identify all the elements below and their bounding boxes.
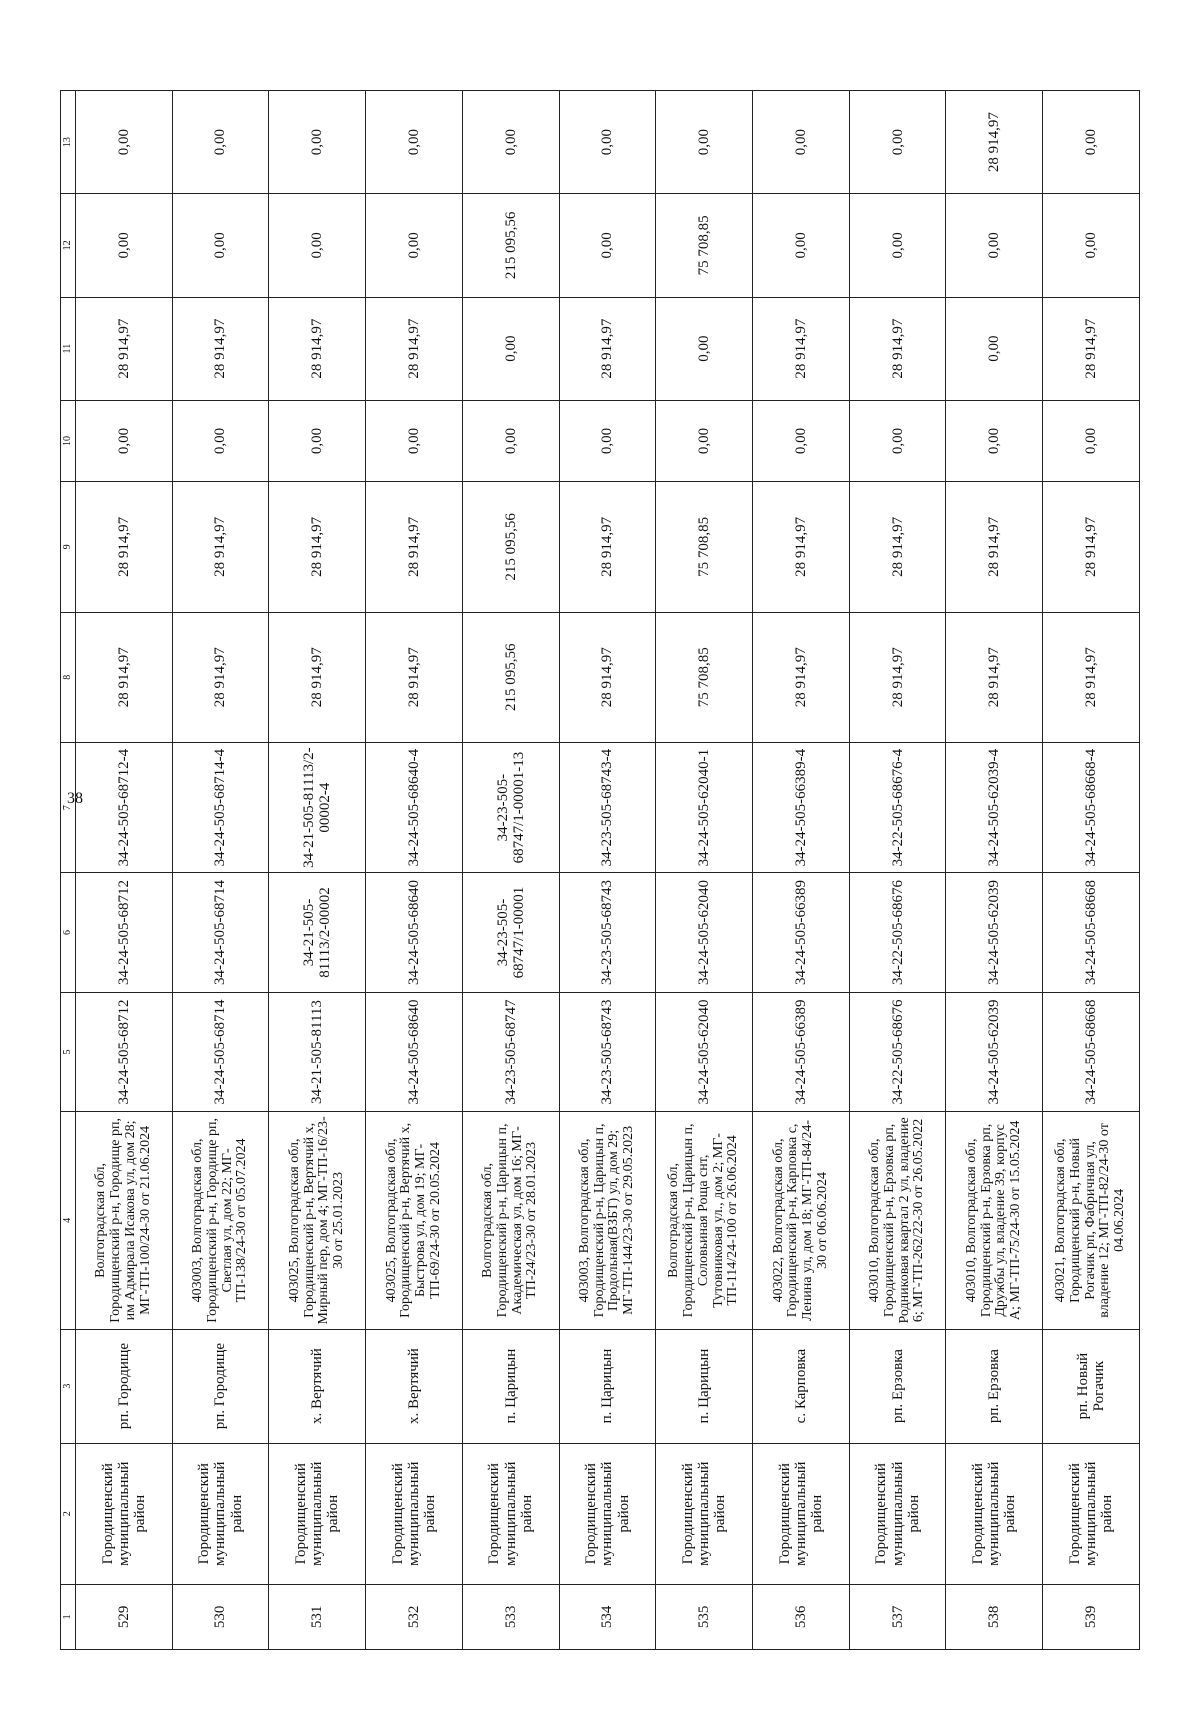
amount-13-cell: 0,00 xyxy=(753,91,850,194)
cadastral-code-6-cell: 34-24-505-62039 xyxy=(946,873,1043,993)
cadastral-code-6-cell: 34-24-505-68712 xyxy=(76,873,173,993)
amount-13-cell: 0,00 xyxy=(462,91,559,194)
settlement-cell: рп. Ерзовка xyxy=(849,1329,946,1443)
row-number-cell: 530 xyxy=(172,1584,269,1649)
municipality-cell: Городищенский муниципальный район xyxy=(76,1443,173,1584)
cadastral-code-6-cell: 34-21-505-81113/2-00002 xyxy=(269,873,366,993)
cadastral-code-5-cell: 34-22-505-68676 xyxy=(849,992,946,1112)
amount-13-cell: 0,00 xyxy=(366,91,463,194)
table-row xyxy=(656,91,753,1650)
amount-8-cell: 28 914,97 xyxy=(269,612,366,742)
row-number-cell: 531 xyxy=(269,1584,366,1649)
amount-9-cell: 28 914,97 xyxy=(76,482,173,612)
header-row xyxy=(61,91,76,1650)
amount-10-cell: 0,00 xyxy=(559,400,656,481)
table-row xyxy=(559,91,656,1650)
cadastral-code-6-cell: 34-24-505-68640 xyxy=(366,873,463,993)
table-row xyxy=(1043,91,1140,1650)
cadastral-code-6-cell: 34-24-505-66389 xyxy=(753,873,850,993)
table-row xyxy=(76,91,173,1650)
amount-9-cell: 28 914,97 xyxy=(559,482,656,612)
municipality-cell: Городищенский муниципальный район xyxy=(753,1443,850,1584)
amount-11-cell: 28 914,97 xyxy=(1043,297,1140,400)
table-row xyxy=(172,91,269,1650)
table-row xyxy=(462,91,559,1650)
address-cell: 403025, Волгоградская обл, Городищенский р-н, Вертячий х, Быстрова ул, дом 19; МГ-ТП-69/24-30 от 20.05.2024 xyxy=(366,1112,463,1329)
municipality-cell: Городищенский муниципальный район xyxy=(656,1443,753,1584)
amount-8-cell: 28 914,97 xyxy=(172,612,269,742)
address-cell: 403003, Волгоградская обл, Городищенский р-н, Царицын п, Продольная(ВЗБТ) ул, дом 29; МГ-ТП-144/23-30 от 29.05.2023 xyxy=(559,1112,656,1329)
municipality-cell: Городищенский муниципальный район xyxy=(462,1443,559,1584)
amount-8-cell: 75 708,85 xyxy=(656,612,753,742)
row-number-cell: 539 xyxy=(1043,1584,1140,1649)
municipality-cell: Городищенский муниципальный район xyxy=(946,1443,1043,1584)
amount-11-cell: 28 914,97 xyxy=(269,297,366,400)
amount-10-cell: 0,00 xyxy=(76,400,173,481)
cadastral-code-7-cell: 34-21-505-81113/2-00002-4 xyxy=(269,742,366,872)
municipality-cell: Городищенский муниципальный район xyxy=(559,1443,656,1584)
amount-11-cell: 28 914,97 xyxy=(366,297,463,400)
amount-11-cell: 28 914,97 xyxy=(172,297,269,400)
amount-11-cell: 0,00 xyxy=(462,297,559,400)
column-header: 9 xyxy=(61,482,76,612)
cadastral-code-7-cell: 34-23-505-68747/1-00001-13 xyxy=(462,742,559,872)
amount-8-cell: 28 914,97 xyxy=(559,612,656,742)
cadastral-code-7-cell: 34-24-505-68714-4 xyxy=(172,742,269,872)
cadastral-code-7-cell: 34-24-505-62040-1 xyxy=(656,742,753,872)
amount-8-cell: 28 914,97 xyxy=(76,612,173,742)
amount-10-cell: 0,00 xyxy=(946,400,1043,481)
settlement-cell: х. Вертячий xyxy=(269,1329,366,1443)
amount-12-cell: 0,00 xyxy=(753,194,850,297)
page-number-text: 38 xyxy=(67,790,83,807)
amount-12-cell: 0,00 xyxy=(849,194,946,297)
row-number-cell: 529 xyxy=(76,1584,173,1649)
amount-11-cell: 28 914,97 xyxy=(753,297,850,400)
address-cell: Волгоградская обл, Городищенский р-н, Царицын п, Академическая ул, дом 16; МГ-ТП-24/23-30 от 28.01.2023 xyxy=(462,1112,559,1329)
cadastral-code-5-cell: 34-24-505-68640 xyxy=(366,992,463,1112)
settlement-cell: рп. Ерзовка xyxy=(946,1329,1043,1443)
amount-8-cell: 28 914,97 xyxy=(849,612,946,742)
amount-10-cell: 0,00 xyxy=(172,400,269,481)
cadastral-code-6-cell: 34-24-505-62040 xyxy=(656,873,753,993)
amount-12-cell: 0,00 xyxy=(946,194,1043,297)
cadastral-code-7-cell: 34-24-505-66389-4 xyxy=(753,742,850,872)
amount-13-cell: 0,00 xyxy=(1043,91,1140,194)
amount-10-cell: 0,00 xyxy=(366,400,463,481)
settlement-cell: рп. Городище xyxy=(76,1329,173,1443)
cadastral-code-5-cell: 34-23-505-68743 xyxy=(559,992,656,1112)
table-row xyxy=(366,91,463,1650)
municipality-cell: Городищенский муниципальный район xyxy=(366,1443,463,1584)
amount-10-cell: 0,00 xyxy=(849,400,946,481)
cadastral-code-6-cell: 34-23-505-68747/1-00001 xyxy=(462,873,559,993)
address-cell: 403025, Волгоградская обл, Городищенский р-н, Вертячий х, Мирный пер, дом 4; МГ-ТП-16/23-30 от 25.01.2023 xyxy=(269,1112,366,1329)
row-number-cell: 535 xyxy=(656,1584,753,1649)
cadastral-code-7-cell: 34-23-505-68743-4 xyxy=(559,742,656,872)
cadastral-code-7-cell: 34-24-505-68668-4 xyxy=(1043,742,1140,872)
amount-9-cell: 28 914,97 xyxy=(172,482,269,612)
amount-12-cell: 75 708,85 xyxy=(656,194,753,297)
amount-11-cell: 28 914,97 xyxy=(849,297,946,400)
row-number-cell: 533 xyxy=(462,1584,559,1649)
amount-9-cell: 28 914,97 xyxy=(946,482,1043,612)
settlement-cell: с. Карповка xyxy=(753,1329,850,1443)
settlement-cell: рп. Новый Рогачик xyxy=(1043,1329,1140,1443)
row-number-cell: 534 xyxy=(559,1584,656,1649)
amount-9-cell: 28 914,97 xyxy=(753,482,850,612)
cadastral-code-5-cell: 34-23-505-68747 xyxy=(462,992,559,1112)
cadastral-code-5-cell: 34-24-505-68668 xyxy=(1043,992,1140,1112)
column-header: 8 xyxy=(61,612,76,742)
column-header: 12 xyxy=(61,194,76,297)
amount-12-cell: 0,00 xyxy=(76,194,173,297)
amount-8-cell: 215 095,56 xyxy=(462,612,559,742)
row-number-cell: 532 xyxy=(366,1584,463,1649)
amount-13-cell: 28 914,97 xyxy=(946,91,1043,194)
table-row xyxy=(269,91,366,1650)
cadastral-code-5-cell: 34-24-505-66389 xyxy=(753,992,850,1112)
settlement-cell: рп. Городище xyxy=(172,1329,269,1443)
amount-9-cell: 215 095,56 xyxy=(462,482,559,612)
settlement-cell: х. Вертячий xyxy=(366,1329,463,1443)
cadastral-code-5-cell: 34-21-505-81113 xyxy=(269,992,366,1112)
column-header: 5 xyxy=(61,992,76,1112)
amount-13-cell: 0,00 xyxy=(849,91,946,194)
table-row xyxy=(849,91,946,1650)
cadastral-code-7-cell: 34-24-505-68640-4 xyxy=(366,742,463,872)
municipality-cell: Городищенский муниципальный район xyxy=(849,1443,946,1584)
row-number-cell: 538 xyxy=(946,1584,1043,1649)
cadastral-code-5-cell: 34-24-505-68712 xyxy=(76,992,173,1112)
column-header: 13 xyxy=(61,91,76,194)
amount-8-cell: 28 914,97 xyxy=(753,612,850,742)
amount-13-cell: 0,00 xyxy=(172,91,269,194)
table-row xyxy=(946,91,1043,1650)
cadastral-code-7-cell: 34-24-505-62039-4 xyxy=(946,742,1043,872)
amount-8-cell: 28 914,97 xyxy=(366,612,463,742)
cadastral-code-7-cell: 34-22-505-68676-4 xyxy=(849,742,946,872)
address-cell: 403021, Волгоградская обл, Городищенский р-н, Новый Рогачик рп, Фабричная ул, владение 12; МГ-ТП-82/24-30 от 04.06.2024 xyxy=(1043,1112,1140,1329)
amount-10-cell: 0,00 xyxy=(656,400,753,481)
amount-11-cell: 28 914,97 xyxy=(76,297,173,400)
cadastral-code-6-cell: 34-23-505-68743 xyxy=(559,873,656,993)
amount-13-cell: 0,00 xyxy=(559,91,656,194)
cadastral-code-5-cell: 34-24-505-68714 xyxy=(172,992,269,1112)
table-body xyxy=(76,91,1140,1650)
column-header: 4 xyxy=(61,1112,76,1329)
column-header: 2 xyxy=(61,1443,76,1584)
cadastral-code-6-cell: 34-24-505-68668 xyxy=(1043,873,1140,993)
address-cell: 403010, Волгоградская обл, Городищенский р-н, Ерзовка рп, Родниковая квартал 2 ул, владение 6; МГ-ТП-262/22-30 от 26.05.2022 xyxy=(849,1112,946,1329)
amount-12-cell: 0,00 xyxy=(1043,194,1140,297)
column-header: 6 xyxy=(61,873,76,993)
cadastral-code-7-cell: 34-24-505-68712-4 xyxy=(76,742,173,872)
table-row xyxy=(753,91,850,1650)
amount-9-cell: 75 708,85 xyxy=(656,482,753,612)
amount-11-cell: 0,00 xyxy=(656,297,753,400)
amount-9-cell: 28 914,97 xyxy=(849,482,946,612)
amount-12-cell: 0,00 xyxy=(559,194,656,297)
amount-9-cell: 28 914,97 xyxy=(1043,482,1140,612)
amount-13-cell: 0,00 xyxy=(656,91,753,194)
amount-13-cell: 0,00 xyxy=(76,91,173,194)
address-cell: 403003, Волгоградская обл, Городищенский р-н, Городище рп, Светлая ул, дом 22; МГ-ТП-138/24-30 от 05.07.2024 xyxy=(172,1112,269,1329)
column-header: 3 xyxy=(61,1329,76,1443)
municipality-cell: Городищенский муниципальный район xyxy=(1043,1443,1140,1584)
cadastral-code-6-cell: 34-22-505-68676 xyxy=(849,873,946,993)
settlement-cell: п. Царицын xyxy=(462,1329,559,1443)
municipality-cell: Городищенский муниципальный район xyxy=(172,1443,269,1584)
column-header: 11 xyxy=(61,297,76,400)
address-cell: Волгоградская обл, Городищенский р-н, Городище рп, им Адмирала Исакова ул, дом 28; МГ-ТП-100/24-30 от 21.06.2024 xyxy=(76,1112,173,1329)
address-cell: Волгоградская обл, Городищенский р-н, Царицын п, Соловьиная Роща снт, Тутовниковая ул., дом 2; МГ-ТП-114/24-100 от 26.06.2024 xyxy=(656,1112,753,1329)
amount-11-cell: 0,00 xyxy=(946,297,1043,400)
data-table xyxy=(60,90,1140,1650)
rotated-table-wrapper xyxy=(60,90,1140,1650)
cadastral-code-5-cell: 34-24-505-62040 xyxy=(656,992,753,1112)
amount-10-cell: 0,00 xyxy=(462,400,559,481)
address-cell: 403022, Волгоградская обл, Городищенский р-н, Карповка с, Ленина ул, дом 18; МГ-ТП-84/24-30 от 06.06.2024 xyxy=(753,1112,850,1329)
amount-12-cell: 0,00 xyxy=(172,194,269,297)
amount-12-cell: 0,00 xyxy=(366,194,463,297)
column-header: 7 xyxy=(61,742,76,872)
municipality-cell: Городищенский муниципальный район xyxy=(269,1443,366,1584)
amount-10-cell: 0,00 xyxy=(269,400,366,481)
address-cell: 403010, Волгоградская обл, Городищенский р-н, Ерзовка рп, Дружбы ул, владение 39, корпус А; МГ-ТП-75/24-30 от 15.05.2024 xyxy=(946,1112,1043,1329)
amount-13-cell: 0,00 xyxy=(269,91,366,194)
amount-8-cell: 28 914,97 xyxy=(946,612,1043,742)
amount-10-cell: 0,00 xyxy=(1043,400,1140,481)
amount-11-cell: 28 914,97 xyxy=(559,297,656,400)
amount-9-cell: 28 914,97 xyxy=(269,482,366,612)
cadastral-code-6-cell: 34-24-505-68714 xyxy=(172,873,269,993)
cadastral-code-5-cell: 34-24-505-62039 xyxy=(946,992,1043,1112)
column-header: 10 xyxy=(61,400,76,481)
amount-8-cell: 28 914,97 xyxy=(1043,612,1140,742)
settlement-cell: п. Царицын xyxy=(559,1329,656,1443)
column-header: 1 xyxy=(61,1584,76,1649)
amount-12-cell: 215 095,56 xyxy=(462,194,559,297)
amount-12-cell: 0,00 xyxy=(269,194,366,297)
amount-10-cell: 0,00 xyxy=(753,400,850,481)
amount-9-cell: 28 914,97 xyxy=(366,482,463,612)
settlement-cell: п. Царицын xyxy=(656,1329,753,1443)
row-number-cell: 537 xyxy=(849,1584,946,1649)
row-number-cell: 536 xyxy=(753,1584,850,1649)
